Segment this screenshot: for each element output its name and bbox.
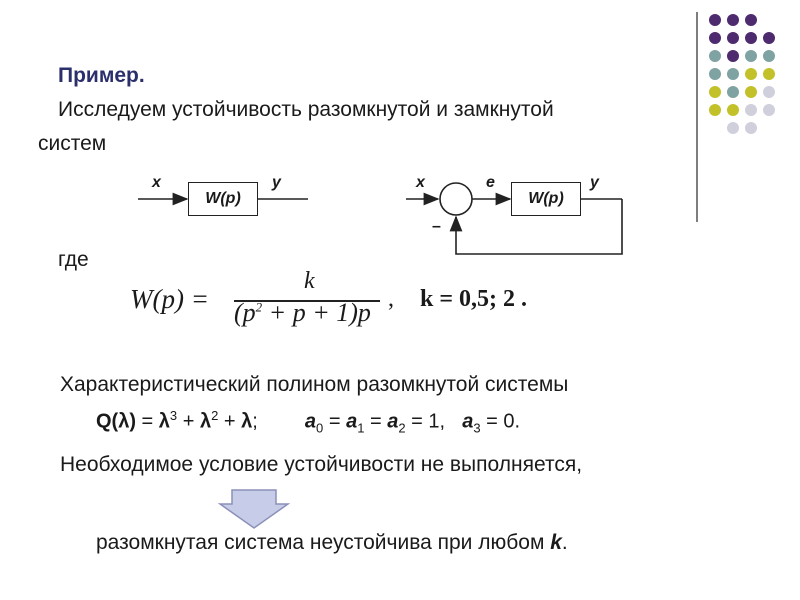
conclusion-text: разомкнутая система неустойчива при любом k.	[96, 531, 568, 554]
slide-heading: Пример.	[58, 64, 145, 87]
formula-denominator: $(p^2 + p + 1)p$	[234, 298, 371, 327]
down-arrow-icon	[218, 488, 290, 530]
decorative-dot-grid	[709, 14, 779, 130]
where-label: где	[58, 248, 89, 271]
intro-line-1: Исследуем устойчивость разомкнутой и замкнутой	[58, 98, 554, 121]
open-loop-block: W(p)	[188, 182, 258, 216]
closed-loop-output-label: y	[590, 174, 599, 191]
necessary-condition-text: Необходимое условие устойчивости не выполняется,	[60, 453, 583, 476]
formula-numerator: k	[304, 268, 315, 294]
intro-line-2: систем	[38, 132, 107, 155]
formula-separator: ,	[388, 286, 394, 312]
closed-loop-error-label: e	[486, 174, 495, 191]
open-loop-output-label: y	[272, 174, 281, 191]
char-poly-text: Характеристический полином разомкнутой системы	[60, 373, 569, 396]
closed-loop-input-label: x	[416, 174, 425, 191]
open-loop-input-label: x	[152, 174, 161, 191]
feedback-sign: –	[432, 218, 441, 235]
k-values: k = 0,5; 2 .	[420, 286, 528, 312]
open-loop-diagram	[130, 170, 330, 230]
transfer-function-formula	[130, 268, 550, 348]
formula-lhs: W(p) =	[130, 284, 209, 314]
decorative-vertical-line	[696, 12, 698, 222]
closed-loop-diagram	[400, 170, 640, 260]
closed-loop-block: W(p)	[511, 182, 581, 216]
characteristic-equation: $Q(\lambda) = \lambda^3 + \lambda^2 + \lambda$; $a_0 = a_1 = a_2 = 1$, $a_3 = 0$.	[96, 408, 521, 436]
